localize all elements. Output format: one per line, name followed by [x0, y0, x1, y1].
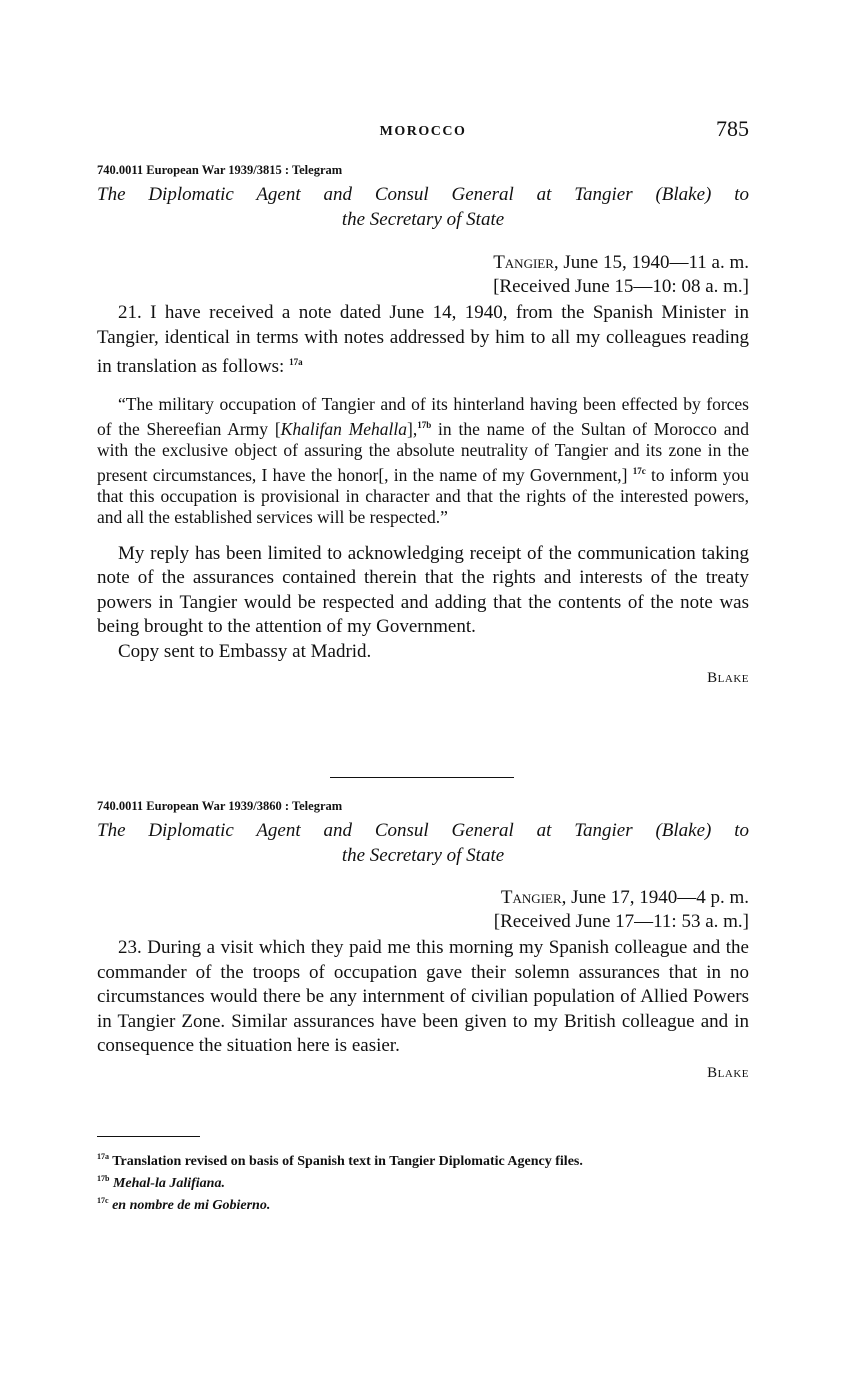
dateline-date: June 17, 1940—4 p. m.: [566, 887, 749, 908]
received-line: [Received June 17—11: 53 a. m.]: [493, 911, 749, 932]
file-reference: 740.0011 European War 1939/3860 : Telegram: [97, 799, 343, 813]
footnote-marker: 17c: [97, 1196, 109, 1205]
footnote: [97, 1192, 749, 1214]
title-line-2: the Secretary of State: [341, 845, 505, 866]
document-title: [97, 818, 749, 868]
footnote: [97, 1170, 749, 1192]
footnote-text: Translation revised on basis of Spanish text in Tangier Diplomatic Agency files.: [112, 1154, 583, 1169]
signature: Blake: [707, 1064, 749, 1081]
quote-text: ],: [407, 418, 418, 439]
paragraph: [97, 301, 749, 380]
paragraph: 23. During a visit which they paid me this morning my Spanish colleague and the commander of the troops of occupation gave their solemn assurances that in no circumstances would there be any internment of civilian population of Allied Powers in Tangier Zone. Similar assurances have been given to my British colleague and in consequence the situation here is easier.: [97, 937, 749, 1056]
footnote-marker: 17a: [97, 1152, 109, 1161]
title-line-1: The Diplomatic Agent and Consul General at Tangier (Blake) to: [97, 184, 749, 205]
title-line-2: the Secretary of State: [341, 209, 505, 230]
telegram-1: [97, 163, 749, 687]
footnote-text: en nombre de mi Gobierno.: [112, 1198, 271, 1213]
quote-text: “The military occupation of Tangier and of its hinterland having been effected by forces of the Shereefian Army [: [97, 393, 749, 439]
paragraph-text: 21. I have received a note dated June 14, 1940, from the Spanish Minister in Tangier, identical in terms with notes addressed by him to all my colleagues reading in translation as follows:: [97, 302, 749, 377]
signature: Blake: [707, 670, 749, 686]
footnote-ref: 17a: [289, 357, 303, 367]
received-line: [Received June 15—10: 08 a. m.]: [493, 276, 749, 297]
telegram-2: [97, 799, 749, 1082]
footnote: [97, 1148, 749, 1170]
paragraph: Copy sent to Embassy at Madrid.: [118, 640, 372, 662]
dateline: [97, 251, 749, 275]
dateline: [97, 886, 749, 910]
page-header: [97, 116, 749, 146]
quote-text: in the name of the Sultan of Morocco and with the exclusive object of assuring the absolute neutrality of Tangier and its zone in the present circumstances, I have the honor[, in the name of my Government,]: [97, 418, 749, 485]
document-title: [97, 182, 749, 232]
file-reference: 740.0011 European War 1939/3815 : Telegram: [97, 163, 343, 177]
dateline-date: June 15, 1940—11 a. m.: [558, 252, 749, 273]
dateline-place: Tangier,: [493, 252, 559, 273]
page-number: 785: [716, 116, 749, 141]
quote-text: to inform you that this occupation is provisional in character and that the rights of the interested powers, and all the established services will be respected.”: [97, 464, 749, 527]
section-divider: [330, 777, 514, 778]
paragraph: My reply has been limited to acknowledging receipt of the communication taking note of the assurances contained therein that the rights and interests of the treaty powers in Tangier would be respected and adding that the contents of the note was being brought to the attention of my Government.: [97, 542, 749, 637]
quoted-note: [97, 394, 749, 528]
footnote-marker: 17b: [97, 1174, 110, 1183]
footnote-text: Mehal-la Jalifiana.: [112, 1176, 225, 1191]
footnotes: [97, 1148, 749, 1214]
footnote-rule: [97, 1136, 200, 1137]
title-line-1: The Diplomatic Agent and Consul General at Tangier (Blake) to: [97, 820, 749, 841]
footnote-ref: 17c: [632, 465, 646, 476]
dateline-place: Tangier,: [500, 887, 567, 908]
running-head: MOROCCO: [379, 124, 467, 139]
quote-italic: Khalifan Mehalla: [280, 418, 408, 439]
footnote-ref: 17b: [417, 419, 432, 430]
